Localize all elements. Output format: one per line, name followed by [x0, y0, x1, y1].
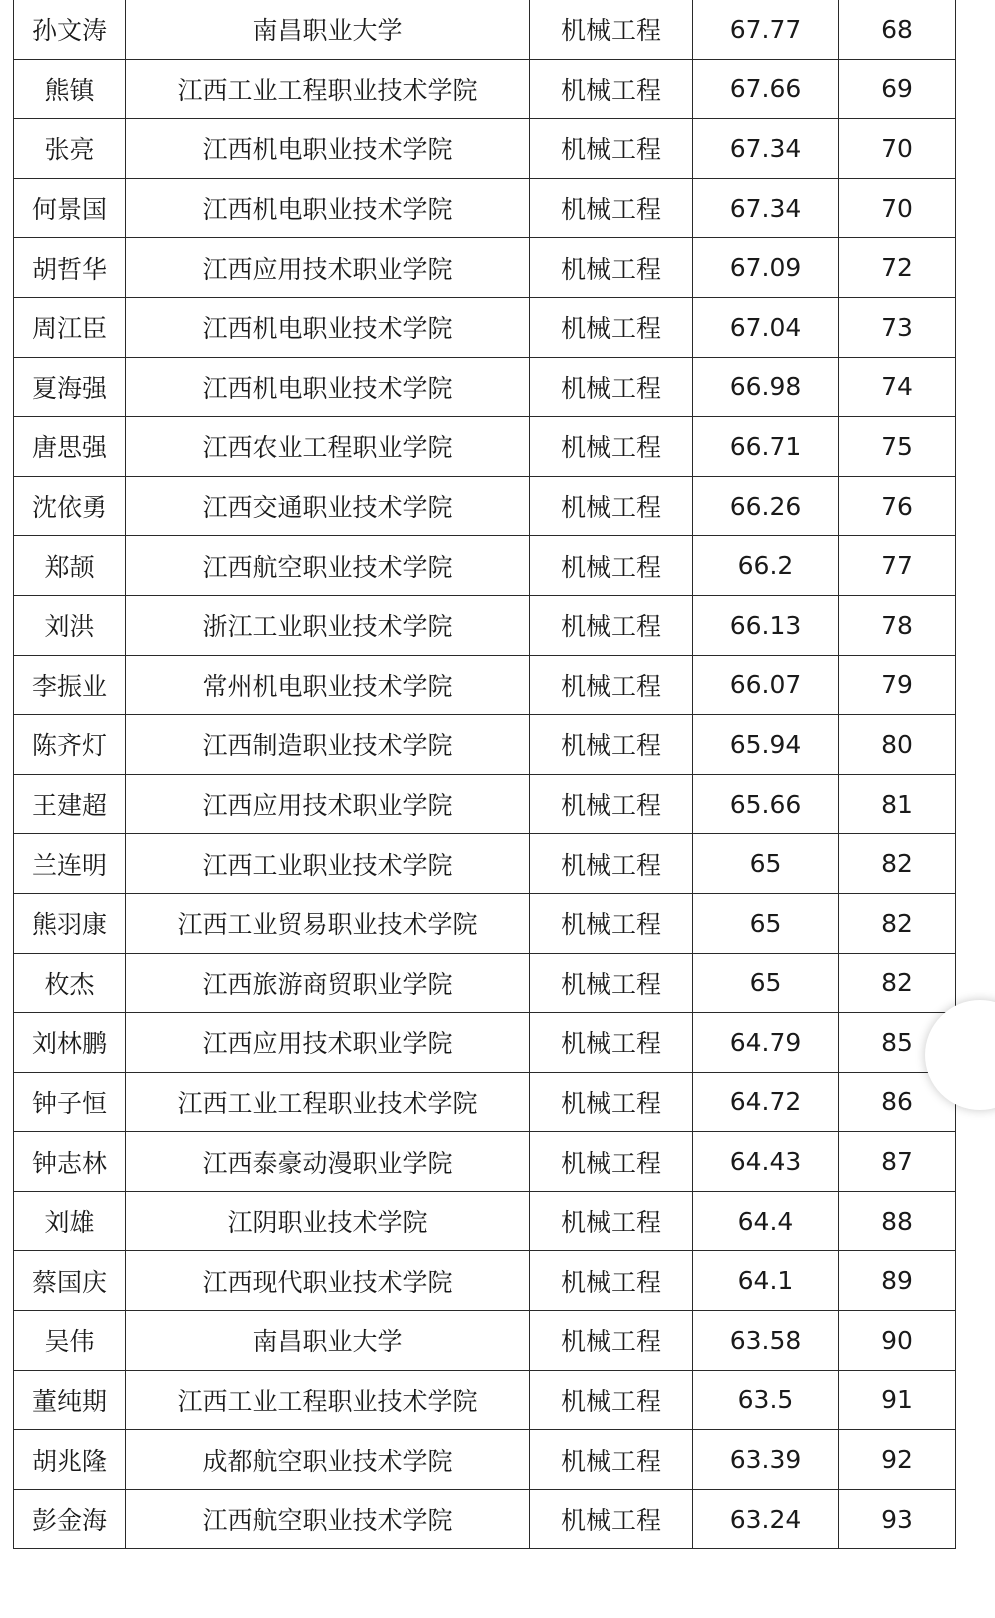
score-cell: 64.79: [693, 1013, 839, 1073]
school-cell: 常州机电职业技术学院: [126, 655, 530, 715]
rank-cell: 73: [839, 297, 956, 357]
name-cell: 熊羽康: [14, 893, 126, 953]
rank-cell: 77: [839, 536, 956, 596]
school-cell: 江西应用技术职业学院: [126, 774, 530, 834]
name-cell: 枚杰: [14, 953, 126, 1013]
school-cell: 江西应用技术职业学院: [126, 238, 530, 298]
score-cell: 64.4: [693, 1191, 839, 1251]
major-cell: 机械工程: [530, 238, 693, 298]
score-cell: 67.04: [693, 297, 839, 357]
major-cell: 机械工程: [530, 1132, 693, 1192]
rank-cell: 89: [839, 1251, 956, 1311]
score-cell: 65: [693, 834, 839, 894]
rank-cell: 80: [839, 715, 956, 775]
school-cell: 江西工业职业技术学院: [126, 834, 530, 894]
major-cell: 机械工程: [530, 297, 693, 357]
table-row: [14, 1370, 956, 1430]
name-cell: 何景国: [14, 178, 126, 238]
table-row: [14, 536, 956, 596]
major-cell: 机械工程: [530, 774, 693, 834]
rank-cell: 76: [839, 476, 956, 536]
major-cell: 机械工程: [530, 417, 693, 477]
major-cell: 机械工程: [530, 1251, 693, 1311]
score-cell: 66.2: [693, 536, 839, 596]
name-cell: 孙文涛: [14, 0, 126, 59]
school-cell: 江西交通职业技术学院: [126, 476, 530, 536]
name-cell: 钟志林: [14, 1132, 126, 1192]
rank-cell: 68: [839, 0, 956, 59]
table-row: [14, 1013, 956, 1073]
major-cell: 机械工程: [530, 178, 693, 238]
score-cell: 64.43: [693, 1132, 839, 1192]
school-cell: 江西制造职业技术学院: [126, 715, 530, 775]
table-row: [14, 297, 956, 357]
name-cell: 刘林鹏: [14, 1013, 126, 1073]
table-row: [14, 595, 956, 655]
major-cell: 机械工程: [530, 953, 693, 1013]
major-cell: 机械工程: [530, 536, 693, 596]
school-cell: 浙江工业职业技术学院: [126, 595, 530, 655]
score-cell: 65.94: [693, 715, 839, 775]
school-cell: 江西泰豪动漫职业学院: [126, 1132, 530, 1192]
table-row: [14, 178, 956, 238]
table-row: [14, 1132, 956, 1192]
table-body: [14, 0, 956, 1549]
table-row: [14, 59, 956, 119]
school-cell: 江西工业工程职业技术学院: [126, 1370, 530, 1430]
table-row: [14, 953, 956, 1013]
rank-cell: 70: [839, 119, 956, 179]
name-cell: 胡哲华: [14, 238, 126, 298]
rank-cell: 86: [839, 1072, 956, 1132]
school-cell: 江西旅游商贸职业学院: [126, 953, 530, 1013]
name-cell: 刘雄: [14, 1191, 126, 1251]
major-cell: 机械工程: [530, 59, 693, 119]
score-cell: 65: [693, 953, 839, 1013]
table-row: [14, 357, 956, 417]
name-cell: 钟子恒: [14, 1072, 126, 1132]
major-cell: 机械工程: [530, 1370, 693, 1430]
rank-cell: 93: [839, 1489, 956, 1549]
major-cell: 机械工程: [530, 834, 693, 894]
score-cell: 65.66: [693, 774, 839, 834]
table-row: [14, 119, 956, 179]
score-cell: 67.34: [693, 119, 839, 179]
rank-cell: 90: [839, 1311, 956, 1371]
table-row: [14, 1430, 956, 1490]
school-cell: 江西工业贸易职业技术学院: [126, 893, 530, 953]
major-cell: 机械工程: [530, 0, 693, 59]
rank-cell: 79: [839, 655, 956, 715]
major-cell: 机械工程: [530, 1072, 693, 1132]
score-cell: 65: [693, 893, 839, 953]
school-cell: 江西工业工程职业技术学院: [126, 59, 530, 119]
name-cell: 董纯期: [14, 1370, 126, 1430]
score-cell: 66.98: [693, 357, 839, 417]
school-cell: 江西机电职业技术学院: [126, 178, 530, 238]
score-cell: 67.66: [693, 59, 839, 119]
name-cell: 张亮: [14, 119, 126, 179]
rank-cell: 87: [839, 1132, 956, 1192]
major-cell: 机械工程: [530, 893, 693, 953]
rank-cell: 91: [839, 1370, 956, 1430]
score-cell: 64.72: [693, 1072, 839, 1132]
school-cell: 江西农业工程职业学院: [126, 417, 530, 477]
score-cell: 67.09: [693, 238, 839, 298]
score-table: [13, 0, 956, 1549]
school-cell: 江西机电职业技术学院: [126, 357, 530, 417]
table-row: [14, 1191, 956, 1251]
name-cell: 唐思强: [14, 417, 126, 477]
rank-cell: 70: [839, 178, 956, 238]
school-cell: 江阴职业技术学院: [126, 1191, 530, 1251]
table-row: [14, 476, 956, 536]
school-cell: 江西工业工程职业技术学院: [126, 1072, 530, 1132]
major-cell: 机械工程: [530, 1311, 693, 1371]
school-cell: 江西现代职业技术学院: [126, 1251, 530, 1311]
score-cell: 67.77: [693, 0, 839, 59]
name-cell: 胡兆隆: [14, 1430, 126, 1490]
name-cell: 兰连明: [14, 834, 126, 894]
score-cell: 63.39: [693, 1430, 839, 1490]
major-cell: 机械工程: [530, 655, 693, 715]
major-cell: 机械工程: [530, 715, 693, 775]
school-cell: 江西机电职业技术学院: [126, 119, 530, 179]
table-row: [14, 1489, 956, 1549]
score-cell: 63.5: [693, 1370, 839, 1430]
name-cell: 李振业: [14, 655, 126, 715]
table-row: [14, 1251, 956, 1311]
name-cell: 刘洪: [14, 595, 126, 655]
score-cell: 63.58: [693, 1311, 839, 1371]
school-cell: 江西航空职业技术学院: [126, 1489, 530, 1549]
school-cell: 南昌职业大学: [126, 0, 530, 59]
name-cell: 蔡国庆: [14, 1251, 126, 1311]
school-cell: 江西航空职业技术学院: [126, 536, 530, 596]
rank-cell: 92: [839, 1430, 956, 1490]
rank-cell: 88: [839, 1191, 956, 1251]
name-cell: 周江臣: [14, 297, 126, 357]
rank-cell: 78: [839, 595, 956, 655]
name-cell: 夏海强: [14, 357, 126, 417]
rank-cell: 82: [839, 893, 956, 953]
name-cell: 陈齐灯: [14, 715, 126, 775]
name-cell: 沈依勇: [14, 476, 126, 536]
rank-cell: 72: [839, 238, 956, 298]
major-cell: 机械工程: [530, 119, 693, 179]
rank-cell: 75: [839, 417, 956, 477]
name-cell: 王建超: [14, 774, 126, 834]
table-row: [14, 1072, 956, 1132]
table-row: [14, 417, 956, 477]
major-cell: 机械工程: [530, 357, 693, 417]
table-row: [14, 715, 956, 775]
table-row: [14, 1311, 956, 1371]
score-cell: 67.34: [693, 178, 839, 238]
score-cell: 66.13: [693, 595, 839, 655]
major-cell: 机械工程: [530, 476, 693, 536]
table-row: [14, 774, 956, 834]
score-cell: 66.71: [693, 417, 839, 477]
school-cell: 南昌职业大学: [126, 1311, 530, 1371]
rank-cell: 82: [839, 953, 956, 1013]
score-cell: 66.07: [693, 655, 839, 715]
score-cell: 63.24: [693, 1489, 839, 1549]
table-row: [14, 655, 956, 715]
major-cell: 机械工程: [530, 1013, 693, 1073]
name-cell: 郑颉: [14, 536, 126, 596]
rank-cell: 85: [839, 1013, 956, 1073]
rank-cell: 81: [839, 774, 956, 834]
table-row: [14, 0, 956, 59]
rank-cell: 74: [839, 357, 956, 417]
school-cell: 江西应用技术职业学院: [126, 1013, 530, 1073]
table-row: [14, 238, 956, 298]
table-row: [14, 834, 956, 894]
rank-cell: 82: [839, 834, 956, 894]
major-cell: 机械工程: [530, 595, 693, 655]
major-cell: 机械工程: [530, 1191, 693, 1251]
major-cell: 机械工程: [530, 1489, 693, 1549]
table-row: [14, 893, 956, 953]
school-cell: 成都航空职业技术学院: [126, 1430, 530, 1490]
name-cell: 吴伟: [14, 1311, 126, 1371]
score-cell: 66.26: [693, 476, 839, 536]
major-cell: 机械工程: [530, 1430, 693, 1490]
name-cell: 熊镇: [14, 59, 126, 119]
school-cell: 江西机电职业技术学院: [126, 297, 530, 357]
score-cell: 64.1: [693, 1251, 839, 1311]
name-cell: 彭金海: [14, 1489, 126, 1549]
rank-cell: 69: [839, 59, 956, 119]
